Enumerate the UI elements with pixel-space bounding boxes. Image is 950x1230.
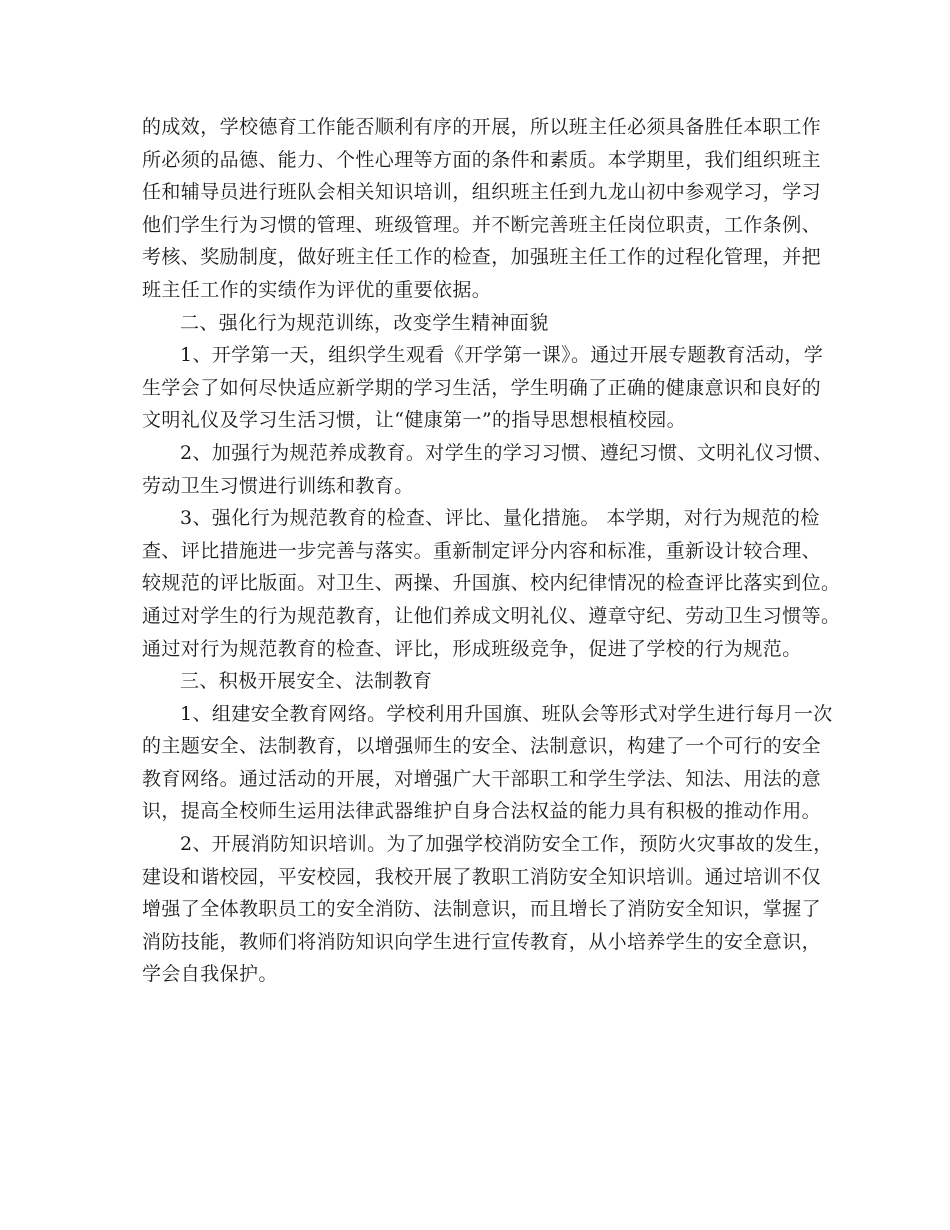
- text-line: 消防技能，教师们将消防知识向学生进行宣传教育，从小培养学生的安全意识，: [142, 930, 822, 953]
- text-line: 较规范的评比版面。对卫生、两操、升国旗、校内纪律情况的检查评比落实到位。: [142, 572, 841, 595]
- text-line: 的主题安全、法制教育，以增强师生的安全、法制意识，构建了一个可行的安全: [142, 735, 822, 758]
- paragraph-start-line: 1、组建安全教育网络。学校利用升国旗、班队会等形式对学生进行每月一次: [180, 702, 833, 725]
- text-line: 查、评比措施进一步完善与落实。重新制定评分内容和标准，重新设计较合理、: [142, 539, 822, 562]
- text-line: 学会自我保护。: [142, 963, 278, 986]
- text-line: 增强了全体教职员工的安全消防、法制意识，而且增长了消防安全知识，掌握了: [142, 898, 822, 921]
- document-body: [142, 111, 841, 991]
- text-line: 文明礼仪及学习生活习惯，让“健康第一”的指导思想根植校园。: [142, 409, 687, 432]
- paragraph-start-line: 三、积极开展安全、法制教育: [180, 670, 433, 693]
- text-line: 所必须的品德、能力、个性心理等方面的条件和素质。本学期里，我们组织班主: [142, 148, 822, 171]
- text-line: 他们学生行为习惯的管理、班级管理。并不断完善班主任岗位职责，工作条例、: [142, 213, 822, 236]
- text-line: 考核、奖励制度，做好班主任工作的检查，加强班主任工作的过程化管理，并把: [142, 246, 822, 269]
- text-line: 生学会了如何尽快适应新学期的学习生活，学生明确了正确的健康意识和良好的: [142, 376, 822, 399]
- text-line: 识，提高全校师生运用法律武器维护自身合法权益的能力具有积极的推动作用。: [142, 800, 822, 823]
- text-line: 任和辅导员进行班队会相关知识培训，组织班主任到九龙山初中参观学习，学习: [142, 181, 822, 204]
- text-line: 建设和谐校园，平安校园，我校开展了教职工消防安全知识培训。通过培训不仅: [142, 865, 822, 888]
- paragraph-start-line: 1、开学第一天，组织学生观看《开学第一课》。通过开展专题教育活动，学: [180, 344, 824, 367]
- text-line: 班主任工作的实绩作为评优的重要依据。: [142, 278, 492, 301]
- text-line: 教育网络。通过活动的开展，对增强广大干部职工和学生学法、知法、用法的意: [142, 767, 822, 790]
- text-line: 通过对学生的行为规范教育，让他们养成文明礼仪、遵章守纪、劳动卫生习惯等。: [142, 604, 841, 627]
- paragraph-start-line: 2、开展消防知识培训。为了加强学校消防安全工作，预防火灾事故的发生，: [180, 833, 833, 856]
- text-line: 的成效，学校德育工作能否顺利有序的开展，所以班主任必须具备胜任本职工作: [142, 116, 822, 138]
- paragraph-start-line: 二、强化行为规范训练，改变学生精神面貌: [180, 311, 549, 334]
- text-line: 劳动卫生习惯进行训练和教育。: [142, 474, 414, 497]
- text-line: 通过对行为规范教育的检查、评比，形成班级竞争，促进了学校的行为规范。: [142, 637, 802, 660]
- paragraph-start-line: 2、加强行为规范养成教育。对学生的学习习惯、遵纪习惯、文明礼仪习惯、: [180, 441, 833, 464]
- paragraph-start-line: 3、强化行为规范教育的检查、评比、量化措施。 本学期，对行为规范的检: [180, 507, 820, 530]
